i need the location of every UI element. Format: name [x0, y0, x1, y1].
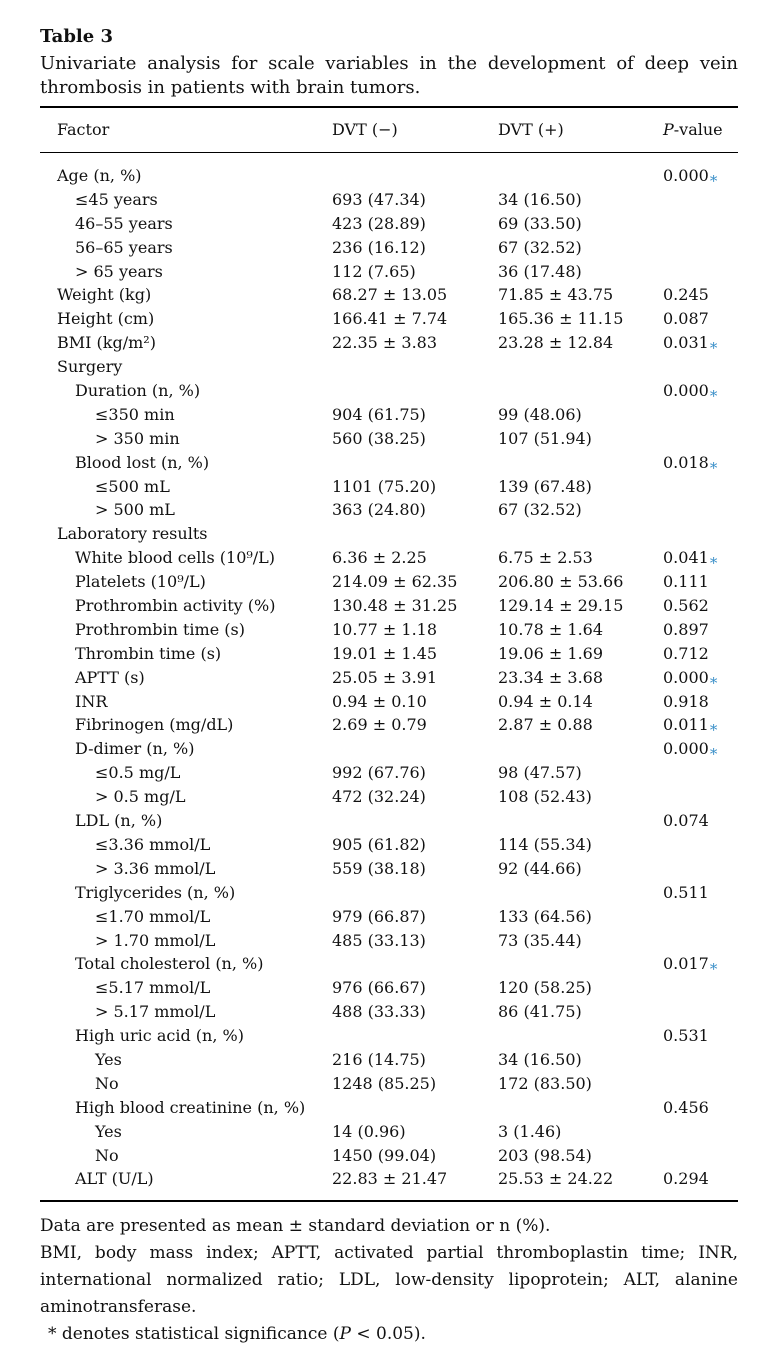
cell-dvt-positive: 206.80 ± 53.66 — [498, 572, 624, 592]
cell-dvt-positive: 19.06 ± 1.69 — [498, 643, 604, 663]
cell-factor: Prothrombin activity (%) — [75, 596, 276, 616]
cell-factor: No — [95, 1073, 119, 1093]
cell-dvt-negative: 905 (61.82) — [332, 834, 426, 854]
cell-factor: Duration (n, %) — [75, 381, 201, 401]
cell-factor: > 500 mL — [95, 500, 175, 520]
cell-dvt-negative: 216 (14.75) — [332, 1049, 426, 1069]
table-row — [40, 355, 738, 379]
p-value-text: 0.000 — [663, 739, 709, 759]
cell-factor: > 5.17 mmol/L — [95, 1002, 216, 1022]
cell-factor: Yes — [95, 1121, 122, 1141]
cell-dvt-positive: 114 (55.34) — [498, 834, 592, 854]
p-value-text: 0.245 — [663, 285, 709, 305]
cell-p-value — [663, 642, 709, 666]
p-value-text: 0.011 — [663, 715, 709, 735]
cell-factor: > 350 min — [95, 428, 180, 448]
table-row — [40, 1167, 738, 1191]
cell-p-value — [663, 451, 717, 475]
cell-factor: Thrombin time (s) — [75, 643, 222, 663]
cell-dvt-negative: 214.09 ± 62.35 — [332, 572, 458, 592]
cell-p-value — [663, 283, 709, 307]
cell-dvt-negative: 423 (28.89) — [332, 213, 426, 233]
cell-p-value — [663, 713, 718, 740]
cell-dvt-negative: 2.69 ± 0.79 — [332, 715, 427, 735]
table-row — [40, 1096, 738, 1120]
header-dvt-negative: DVT (−) — [332, 120, 398, 139]
p-value-text: 0.000 — [663, 166, 709, 185]
cell-factor: ≤45 years — [75, 189, 158, 209]
cell-factor: APTT (s) — [75, 667, 145, 687]
table-row — [40, 857, 738, 881]
cell-factor: Yes — [95, 1049, 122, 1069]
cell-factor: D-dimer (n, %) — [75, 739, 195, 759]
cell-factor: ALT (U/L) — [75, 1169, 154, 1189]
table-row — [40, 260, 738, 284]
table-row — [40, 690, 738, 714]
cell-p-value — [663, 666, 717, 690]
p-value-text: 0.000 — [663, 667, 709, 687]
cell-dvt-positive: 120 (58.25) — [498, 978, 592, 998]
table-row — [40, 929, 738, 953]
significance-marker: * — [709, 387, 718, 406]
cell-dvt-negative: 363 (24.80) — [332, 500, 426, 520]
table-row — [40, 976, 738, 1000]
cell-dvt-positive: 139 (67.48) — [498, 476, 592, 496]
table-row — [40, 283, 738, 307]
significance-marker: * — [709, 745, 718, 764]
cell-dvt-positive: 69 (33.50) — [498, 213, 582, 233]
cell-dvt-negative: 485 (33.13) — [332, 930, 426, 950]
table-row — [40, 809, 738, 833]
cell-p-value — [663, 690, 709, 714]
cell-dvt-positive: 133 (64.56) — [498, 906, 592, 926]
cell-dvt-positive: 23.34 ± 3.68 — [498, 667, 604, 687]
p-value-text: 0.087 — [663, 309, 709, 329]
table-row — [40, 451, 738, 475]
cell-dvt-negative: 693 (47.34) — [332, 189, 426, 209]
cell-dvt-negative: 1101 (75.20) — [332, 476, 437, 496]
cell-dvt-negative: 112 (7.65) — [332, 261, 416, 281]
cell-factor: High uric acid (n, %) — [75, 1026, 244, 1046]
cell-p-value — [663, 1167, 709, 1191]
table-row — [40, 188, 738, 212]
cell-p-value — [663, 952, 718, 979]
table-row — [40, 498, 738, 522]
table-row — [40, 1024, 738, 1048]
cell-dvt-positive: 25.53 ± 24.22 — [498, 1169, 614, 1189]
footnote-data-format: Data are presented as mean ± standard deviation or n (%). — [40, 1216, 551, 1236]
cell-dvt-negative: 14 (0.96) — [332, 1121, 406, 1141]
footnote-significance-prefix: * denotes statistical significance ( — [48, 1324, 340, 1344]
cell-factor: ≤350 min — [95, 404, 175, 424]
cell-factor: Weight (kg) — [57, 285, 152, 305]
footnote-significance-p: P — [339, 1324, 351, 1344]
cell-dvt-positive: 36 (17.48) — [498, 261, 582, 281]
cell-dvt-negative: 0.94 ± 0.10 — [332, 691, 427, 711]
cell-dvt-negative: 22.35 ± 3.83 — [332, 333, 438, 353]
cell-dvt-negative: 1450 (99.04) — [332, 1145, 437, 1165]
table-row — [40, 1000, 738, 1024]
table-row — [40, 403, 738, 427]
cell-dvt-positive: 71.85 ± 43.75 — [498, 285, 614, 305]
cell-factor: Blood lost (n, %) — [75, 452, 210, 472]
table-row — [40, 642, 738, 666]
cell-dvt-negative: 559 (38.18) — [332, 858, 426, 878]
table-header-row — [40, 118, 738, 142]
cell-factor: ≤500 mL — [95, 476, 170, 496]
p-value-text: 0.074 — [663, 811, 709, 831]
significance-marker: * — [709, 458, 718, 477]
cell-factor: ≤1.70 mmol/L — [95, 906, 211, 926]
table-row — [40, 307, 738, 331]
p-value-text: 0.031 — [663, 333, 709, 353]
cell-factor: > 0.5 mg/L — [95, 787, 186, 807]
table-row — [40, 475, 738, 499]
cell-dvt-positive: 0.94 ± 0.14 — [498, 691, 593, 711]
significance-marker: * — [709, 960, 718, 979]
table-row — [40, 618, 738, 642]
table-row — [40, 1048, 738, 1072]
footnote-significance — [40, 1321, 738, 1348]
table-row — [40, 164, 738, 188]
significance-marker: * — [709, 721, 718, 740]
table-row — [40, 905, 738, 929]
cell-dvt-positive: 23.28 ± 12.84 — [498, 333, 614, 353]
cell-factor: ≤5.17 mmol/L — [95, 978, 211, 998]
header-dvt-positive: DVT (+) — [498, 120, 564, 139]
p-value-text: 0.918 — [663, 691, 709, 711]
significance-marker: * — [709, 172, 718, 190]
header-factor: Factor — [57, 120, 110, 139]
cell-dvt-positive: 67 (32.52) — [498, 500, 582, 520]
cell-p-value — [663, 570, 709, 594]
cell-factor: ≤0.5 mg/L — [95, 763, 181, 783]
cell-p-value — [663, 594, 709, 618]
cell-dvt-negative: 979 (66.87) — [332, 906, 426, 926]
cell-dvt-negative: 472 (32.24) — [332, 787, 426, 807]
p-value-text: 0.041 — [663, 548, 709, 568]
cell-p-value — [663, 164, 717, 188]
significance-marker: * — [709, 673, 718, 692]
p-value-text: 0.531 — [663, 1026, 709, 1046]
cell-dvt-positive: 34 (16.50) — [498, 1049, 582, 1069]
cell-dvt-negative: 992 (67.76) — [332, 763, 426, 783]
cell-dvt-negative: 68.27 ± 13.05 — [332, 285, 448, 305]
p-value-text: 0.511 — [663, 882, 709, 902]
p-value-text: 0.018 — [663, 452, 709, 472]
cell-factor: Platelets (10⁹/L) — [75, 572, 206, 592]
cell-factor: Triglycerides (n, %) — [75, 882, 236, 902]
cell-dvt-positive: 98 (47.57) — [498, 763, 582, 783]
cell-factor: No — [95, 1145, 119, 1165]
significance-marker: * — [709, 554, 718, 573]
cell-dvt-negative: 166.41 ± 7.74 — [332, 309, 448, 329]
table-row — [40, 713, 738, 740]
table-row — [40, 427, 738, 451]
p-value-text: 0.562 — [663, 596, 709, 616]
cell-dvt-positive: 67 (32.52) — [498, 237, 582, 257]
table-footnotes — [40, 1213, 738, 1348]
p-value-text: 0.712 — [663, 643, 709, 663]
cell-p-value — [663, 307, 709, 331]
p-value-text: 0.111 — [663, 572, 709, 592]
cell-dvt-negative: 1248 (85.25) — [332, 1073, 437, 1093]
header-p-italic: P — [663, 120, 674, 139]
cell-factor: ≤3.36 mmol/L — [95, 834, 211, 854]
table-row — [40, 833, 738, 857]
cell-p-value — [663, 1024, 709, 1048]
table-row — [40, 236, 738, 260]
cell-dvt-positive: 165.36 ± 11.15 — [498, 309, 624, 329]
table-row — [40, 1120, 738, 1144]
cell-factor: Total cholesterol (n, %) — [75, 954, 264, 974]
cell-p-value — [663, 737, 718, 764]
cell-dvt-positive: 129.14 ± 29.15 — [498, 596, 624, 616]
cell-dvt-positive: 10.78 ± 1.64 — [498, 619, 604, 639]
significance-marker: * — [709, 339, 718, 358]
p-value-text: 0.294 — [663, 1169, 709, 1189]
cell-p-value — [663, 379, 718, 406]
top-rule — [40, 106, 738, 108]
header-p-value — [663, 118, 723, 142]
cell-dvt-positive: 92 (44.66) — [498, 858, 582, 878]
table-row — [40, 881, 738, 905]
p-value-text: 0.456 — [663, 1097, 709, 1117]
cell-dvt-negative: 904 (61.75) — [332, 404, 426, 424]
cell-dvt-negative: 19.01 ± 1.45 — [332, 643, 438, 663]
cell-dvt-positive: 2.87 ± 0.88 — [498, 715, 593, 735]
cell-factor: Surgery — [57, 357, 123, 377]
cell-factor: INR — [75, 691, 108, 711]
cell-factor: 46–55 years — [75, 213, 173, 233]
cell-p-value — [663, 809, 709, 833]
table-title: Table 3 — [40, 26, 114, 47]
table-row — [40, 1144, 738, 1168]
footnote-abbreviations: BMI, body mass index; APTT, activated partial thromboplastin time; INR, international normalized ratio; LDL, low-density lipoprotein; ALT, alanine aminotransferase. — [40, 1243, 738, 1317]
cell-factor: > 1.70 mmol/L — [95, 930, 216, 950]
cell-dvt-negative: 488 (33.33) — [332, 1002, 426, 1022]
cell-dvt-positive: 86 (41.75) — [498, 1002, 582, 1022]
cell-dvt-positive: 34 (16.50) — [498, 189, 582, 209]
cell-dvt-negative: 6.36 ± 2.25 — [332, 548, 427, 568]
cell-factor: Prothrombin time (s) — [75, 619, 245, 639]
table-row — [40, 594, 738, 618]
cell-dvt-positive: 107 (51.94) — [498, 428, 592, 448]
table-row — [40, 546, 738, 573]
cell-dvt-negative: 22.83 ± 21.47 — [332, 1169, 448, 1189]
table-caption: Univariate analysis for scale variables in the development of deep vein thrombosis in patients with brain tumors. — [40, 53, 738, 98]
cell-dvt-negative: 10.77 ± 1.18 — [332, 619, 438, 639]
cell-factor: BMI (kg/m²) — [57, 333, 156, 353]
p-value-text: 0.000 — [663, 381, 709, 401]
table-row — [40, 761, 738, 785]
cell-dvt-negative: 130.48 ± 31.25 — [332, 596, 458, 616]
cell-p-value — [663, 618, 709, 642]
table-row — [40, 570, 738, 594]
p-value-text: 0.017 — [663, 954, 709, 974]
cell-dvt-positive: 108 (52.43) — [498, 787, 592, 807]
cell-dvt-positive: 73 (35.44) — [498, 930, 582, 950]
cell-dvt-positive: 172 (83.50) — [498, 1073, 592, 1093]
table-row — [40, 737, 738, 764]
footnote-significance-suffix: < 0.05). — [350, 1324, 426, 1344]
cell-factor: > 65 years — [75, 261, 163, 281]
table-row — [40, 212, 738, 236]
cell-factor: Age (n, %) — [57, 166, 142, 185]
table-row — [40, 666, 738, 690]
table-row — [40, 331, 738, 358]
cell-dvt-negative: 25.05 ± 3.91 — [332, 667, 438, 687]
cell-factor: Laboratory results — [57, 524, 208, 544]
p-value-text: 0.897 — [663, 619, 709, 639]
cell-factor: White blood cells (10⁹/L) — [75, 548, 276, 568]
cell-dvt-positive: 6.75 ± 2.53 — [498, 548, 593, 568]
table-body — [40, 164, 738, 1191]
table-row — [40, 785, 738, 809]
cell-factor: Height (cm) — [57, 309, 155, 329]
cell-dvt-negative: 976 (66.67) — [332, 978, 426, 998]
cell-factor: > 3.36 mmol/L — [95, 858, 216, 878]
cell-p-value — [663, 546, 718, 573]
cell-dvt-negative: 560 (38.25) — [332, 428, 426, 448]
table-row — [40, 379, 738, 406]
cell-factor: High blood creatinine (n, %) — [75, 1097, 306, 1117]
cell-p-value — [663, 1096, 709, 1120]
cell-dvt-negative: 236 (16.12) — [332, 237, 426, 257]
cell-factor: Fibrinogen (mg/dL) — [75, 715, 234, 735]
cell-dvt-positive: 203 (98.54) — [498, 1145, 592, 1165]
bottom-rule — [40, 1200, 738, 1202]
cell-dvt-positive: 3 (1.46) — [498, 1121, 562, 1141]
cell-dvt-positive: 99 (48.06) — [498, 404, 582, 424]
table-row — [40, 522, 738, 546]
cell-factor: LDL (n, %) — [75, 811, 163, 831]
cell-p-value — [663, 881, 709, 905]
table-row — [40, 952, 738, 979]
table-row — [40, 1072, 738, 1096]
header-p-suffix: -value — [673, 120, 723, 139]
cell-p-value — [663, 331, 718, 358]
cell-factor: 56–65 years — [75, 237, 173, 257]
header-rule — [40, 152, 738, 153]
